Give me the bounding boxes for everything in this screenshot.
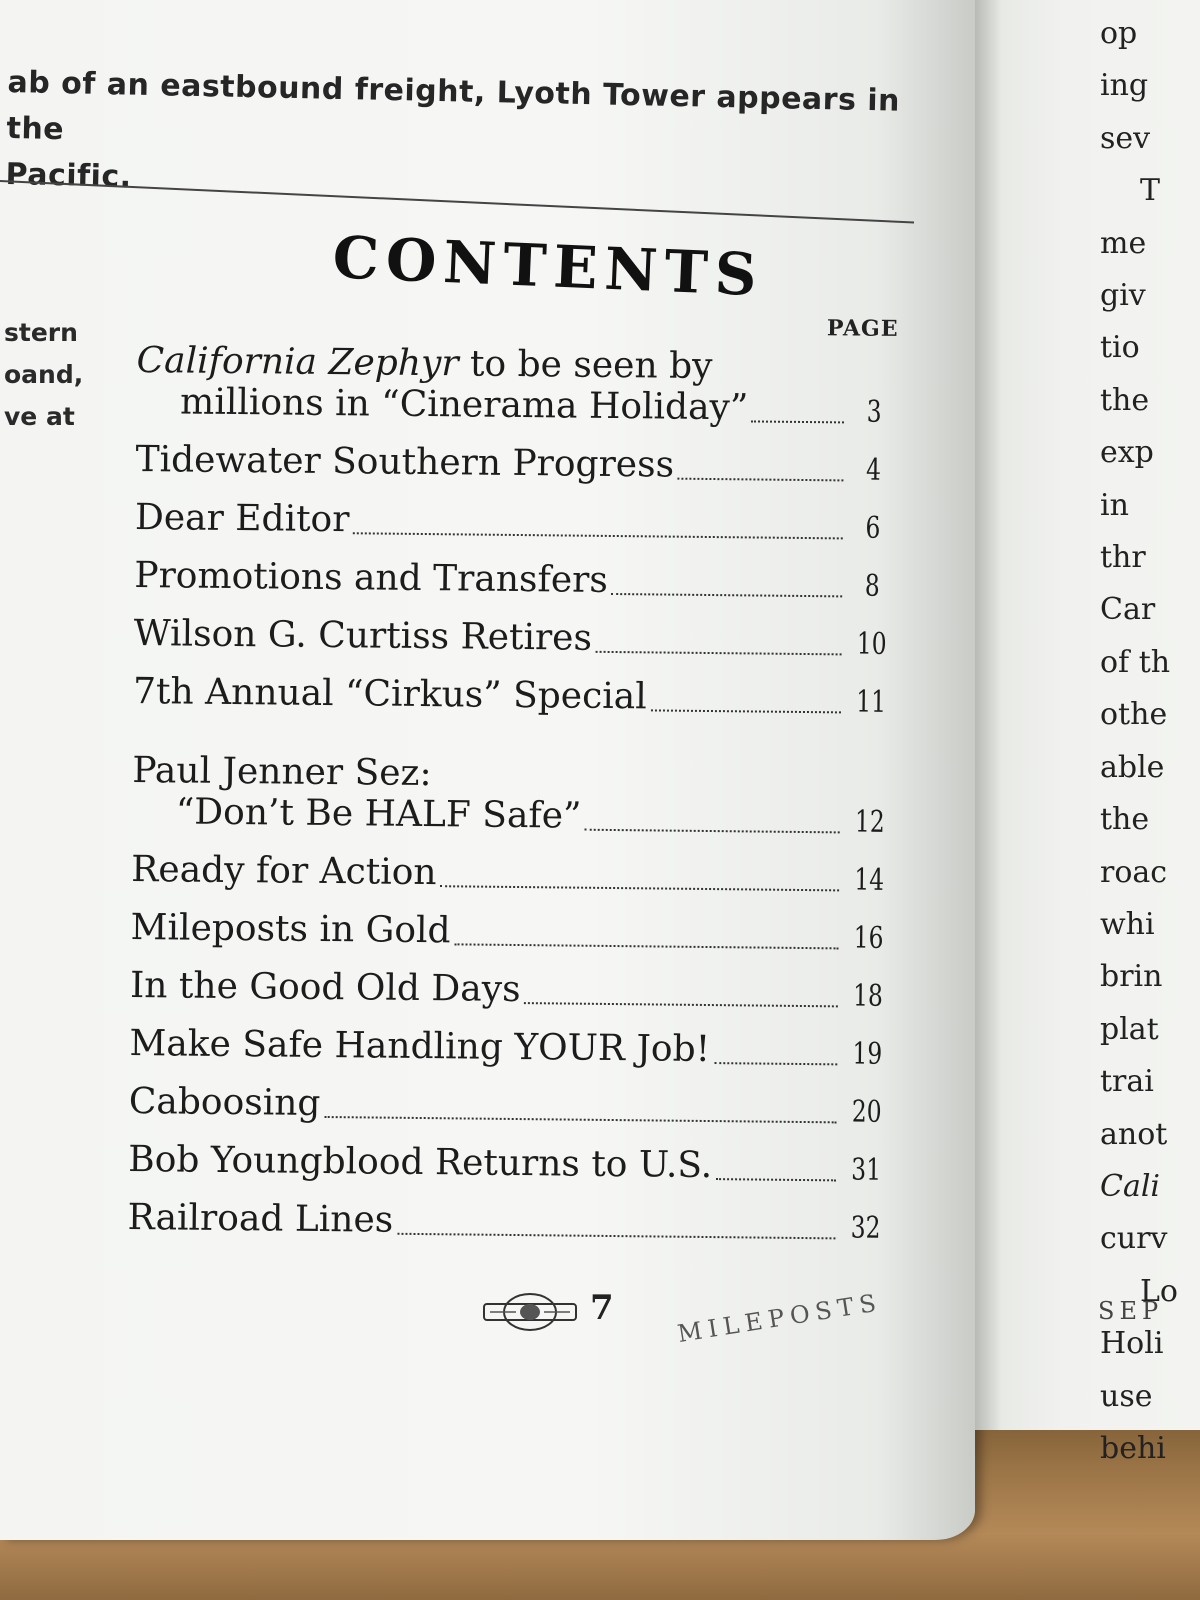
- margin-word: ve at: [4, 402, 75, 431]
- toc-entry-line: Wilson G. Curtiss Retires: [133, 612, 593, 659]
- facing-page-line: ing: [1100, 68, 1149, 104]
- contents-title: CONTENTS: [331, 223, 765, 310]
- toc-entry-title: [129, 1081, 321, 1124]
- margin-word: stern: [4, 318, 78, 347]
- toc-entry-line: 7th Annual “Cirkus” Special: [132, 670, 647, 718]
- page-column-header: PAGE: [826, 315, 899, 342]
- facing-page-line: giv: [1100, 278, 1146, 314]
- toc-entry-line: Tidewater Southern Progress: [135, 438, 675, 486]
- facing-page-line: trai: [1100, 1064, 1154, 1100]
- toc-entry: [133, 604, 894, 670]
- facing-page-line: the: [1100, 802, 1150, 838]
- table-of-contents: [127, 223, 913, 1246]
- toc-page-number: 8: [864, 568, 880, 604]
- toc-entry: [130, 898, 891, 964]
- facing-page-line: tio: [1100, 330, 1140, 366]
- toc-leader-dots: [678, 478, 844, 482]
- toc-entry-line: Railroad Lines: [127, 1196, 394, 1241]
- caption-line: Pacific.: [5, 156, 132, 195]
- facing-page-line: exp: [1100, 435, 1154, 471]
- facing-page-line: whi: [1100, 906, 1155, 942]
- toc-entry: [128, 1130, 889, 1196]
- toc-page-number: 19: [852, 1036, 883, 1072]
- facing-page-line: me: [1100, 225, 1147, 261]
- toc-entry-title: [127, 1197, 393, 1241]
- toc-entry: [130, 956, 891, 1022]
- toc-entry: [127, 1188, 888, 1254]
- facing-page-line: able: [1100, 749, 1165, 785]
- toc-entry: [136, 310, 897, 438]
- toc-entry-line: Ready for Action: [131, 848, 437, 894]
- toc-entry-title: [128, 1139, 712, 1186]
- toc-leader-dots: [612, 593, 843, 597]
- toc-leader-dots: [596, 651, 842, 656]
- toc-entry-title: [134, 555, 608, 601]
- toc-entries: [127, 310, 912, 1254]
- toc-entry: [132, 720, 893, 848]
- facing-page-line: sev: [1100, 120, 1151, 156]
- toc-page-number: 12: [854, 804, 885, 840]
- railroad-logo-icon: [480, 1290, 580, 1334]
- margin-text: [4, 312, 83, 438]
- toc-entry: [129, 1072, 890, 1138]
- toc-entry-line: “Don’t Be HALF Safe”: [175, 791, 582, 837]
- toc-entry-line: In the Good Old Days: [129, 964, 521, 1011]
- magazine-name: MILEPOSTS: [675, 1288, 884, 1348]
- toc-leader-dots: [714, 1062, 837, 1065]
- facing-page-line: brin: [1100, 959, 1163, 995]
- page-number: 7: [590, 1288, 614, 1328]
- toc-entry: [135, 488, 896, 554]
- toc-leader-dots: [716, 1178, 836, 1181]
- toc-entry: [129, 1014, 890, 1080]
- toc-leader-dots: [524, 1002, 838, 1007]
- facing-page-line: of th: [1100, 644, 1171, 680]
- toc-leader-dots: [440, 885, 839, 891]
- toc-entry-line: Dear Editor: [134, 496, 350, 541]
- facing-page-line: thr: [1100, 540, 1146, 576]
- toc-entry-line: Bob Youngblood Returns to U.S.: [128, 1138, 713, 1187]
- toc-entry-title: [131, 849, 437, 893]
- facing-page-line: plat: [1100, 1011, 1159, 1047]
- caption-line: ab of an eastbound freight, Lyoth Tower appears in the: [6, 64, 901, 148]
- facing-page-line: op: [1100, 16, 1138, 51]
- toc-entry-line: Paul Jenner Sez:: [132, 749, 432, 795]
- facing-page-line: anot: [1100, 1116, 1168, 1152]
- toc-page-number: 18: [852, 978, 884, 1014]
- facing-page-line: roac: [1100, 854, 1168, 890]
- toc-entry-title: [130, 907, 450, 951]
- facing-page-line: the: [1100, 382, 1150, 418]
- toc-entry-line: Caboosing: [128, 1080, 321, 1124]
- toc-page-number: 14: [854, 862, 885, 898]
- margin-word: oand,: [4, 360, 84, 389]
- toc-entry-title: [133, 671, 647, 717]
- toc-page-number: 3: [866, 394, 882, 430]
- toc-page-number: 32: [850, 1210, 881, 1246]
- toc-page-number: 10: [856, 626, 887, 662]
- toc-leader-dots: [454, 943, 838, 949]
- facing-page-line: use: [1100, 1378, 1153, 1414]
- photo-caption: [5, 60, 908, 217]
- toc-entry: [131, 840, 892, 906]
- toc-leader-dots: [324, 1116, 836, 1123]
- toc-entry-title: [136, 340, 749, 428]
- toc-page-number: 31: [851, 1152, 882, 1188]
- toc-leader-dots: [397, 1233, 835, 1240]
- toc-leader-dots: [751, 420, 844, 423]
- facing-page-line: behi: [1100, 1430, 1166, 1466]
- toc-page-number: 16: [853, 920, 884, 956]
- facing-page-line: Holi: [1100, 1326, 1164, 1362]
- toc-entry-title: [135, 439, 674, 486]
- facing-page-line: Car: [1100, 592, 1156, 628]
- facing-page-line: T: [1140, 173, 1161, 209]
- toc-entry: [135, 430, 896, 496]
- toc-entry: [133, 662, 894, 728]
- facing-page-footer: SEP: [1098, 1297, 1164, 1325]
- toc-page-number: 20: [851, 1094, 882, 1130]
- toc-page-number: 11: [855, 684, 887, 720]
- toc-entry-title: [135, 497, 350, 540]
- toc-entry-title: [134, 613, 593, 659]
- toc-leader-dots: [353, 532, 843, 539]
- toc-page-number: 6: [865, 510, 881, 546]
- facing-page-text: [1100, 8, 1200, 1475]
- facing-page-line: othe: [1100, 697, 1168, 733]
- facing-page-line: in: [1100, 487, 1129, 523]
- toc-entry-line: millions in “Cinerama Holiday”: [179, 381, 749, 429]
- toc-entry-line: Make Safe Handling YOUR Job!: [129, 1022, 711, 1071]
- toc-entry-line: Promotions and Transfers: [134, 554, 609, 601]
- toc-entry-title: [130, 965, 521, 1010]
- toc-page-number: 4: [865, 452, 882, 488]
- facing-page-line: curv: [1100, 1221, 1168, 1257]
- toc-entry-title: [129, 1023, 710, 1070]
- toc-entry-line: Mileposts in Gold: [130, 906, 451, 952]
- facing-page-line: Lo: [1140, 1273, 1178, 1309]
- toc-entry: [134, 546, 895, 612]
- toc-leader-dots: [585, 829, 840, 834]
- toc-leader-dots: [651, 709, 841, 713]
- toc-entry-line: California Zephyr to be seen by: [136, 339, 713, 388]
- toc-entry-title: [132, 750, 582, 837]
- facing-page-line: Cali: [1100, 1168, 1161, 1204]
